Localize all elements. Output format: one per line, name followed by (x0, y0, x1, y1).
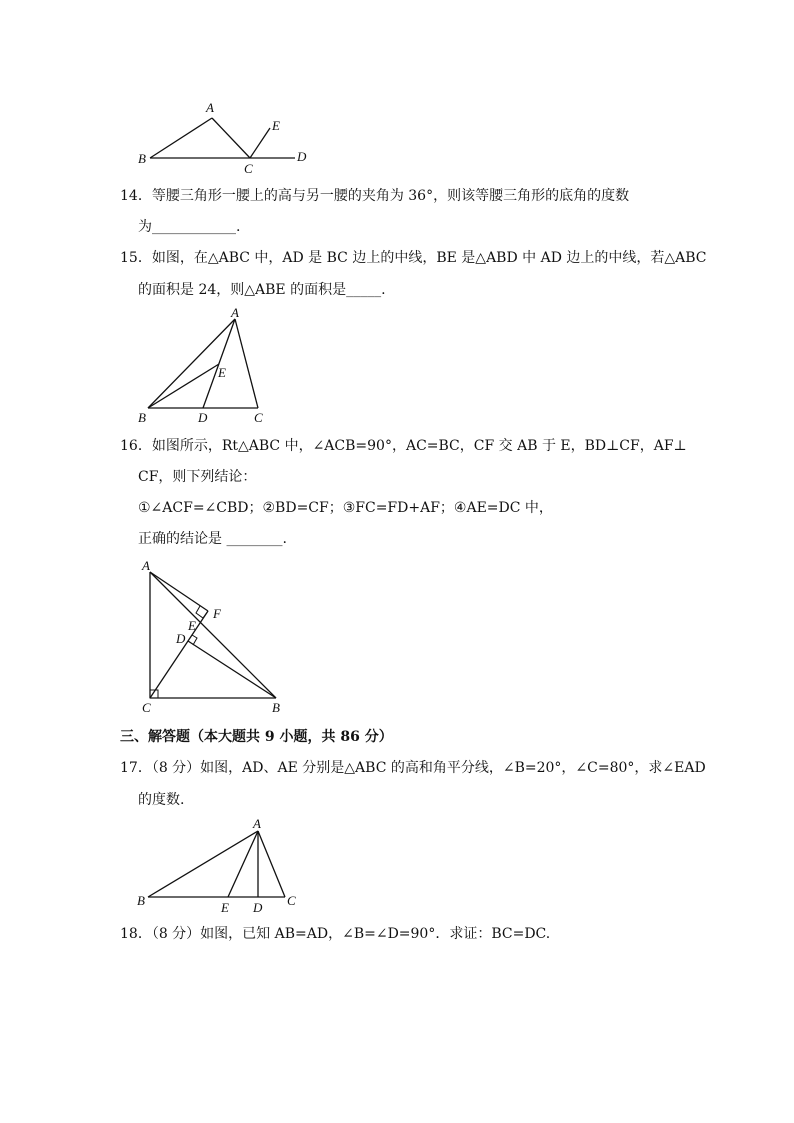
label-a: A (142, 558, 150, 573)
figure-q17 (130, 815, 310, 920)
label-d: D (176, 631, 186, 646)
q17-line-1: 17．（8 分）如图，AD、AE 分别是△ABC 的高和角平分线，∠B=20°，∠C=80°，求∠EAD (120, 760, 706, 776)
segment-ab (148, 319, 235, 408)
q17-line-2: 的度数. (138, 792, 185, 808)
label-d: D (198, 410, 208, 425)
q16-line-4: 正确的结论是 ________. (138, 531, 287, 547)
q15-line-1: 15．如图，在△ABC 中，AD 是 BC 边上的中线，BE 是△ABD 中 AD 边上的中线，若△ABC (120, 250, 707, 266)
segment-be (148, 364, 219, 408)
figure-q16 (130, 558, 300, 718)
q16-line-1: 16．如图所示，Rt△ABC 中，∠ACB=90°，AC=BC，CF 交 AB 于 E，BD⊥CF，AF⊥ (120, 438, 687, 454)
label-e: E (221, 900, 229, 915)
label-a: A (231, 305, 239, 320)
right-angle-f (196, 606, 208, 618)
q16-line-2: CF，则下列结论： (138, 469, 257, 485)
label-e: E (188, 618, 196, 633)
q14-line-1: 14．等腰三角形一腰上的高与另一腰的夹角为 36°，则该等腰三角形的底角的度数 (120, 188, 630, 204)
label-f: F (213, 606, 221, 621)
q15-line-2: 的面积是 24，则△ABE 的面积是_____. (138, 282, 386, 298)
segment-ce (250, 128, 270, 158)
figure-q15 (130, 305, 280, 430)
segment-ae (228, 831, 258, 897)
segment-ab (150, 572, 276, 698)
label-c: C (142, 700, 151, 715)
figure-q13 (130, 95, 330, 180)
label-c: C (254, 410, 263, 425)
segment-af (150, 572, 208, 611)
segment-bd (188, 641, 276, 698)
q16-line-3: ①∠ACF=∠CBD；②BD=CF；③FC=FD+AF；④AE=DC 中， (138, 500, 553, 516)
segment-ac (235, 319, 258, 408)
label-d: D (297, 149, 307, 164)
label-e: E (272, 118, 280, 133)
label-a: A (253, 816, 261, 831)
label-b: B (138, 151, 146, 166)
q18-line-1: 18．（8 分）如图，已知 AB=AD，∠B=∠D=90°．求证：BC=DC. (120, 926, 551, 942)
label-d: D (253, 900, 263, 915)
label-a: A (206, 100, 214, 115)
segment-cf (150, 611, 208, 698)
label-c: C (287, 893, 296, 908)
label-c: C (244, 161, 253, 176)
label-b: B (138, 410, 146, 425)
segment-ab (148, 831, 258, 897)
section-3-title: 三、解答题（本大题共 9 小题，共 86 分） (120, 729, 393, 745)
segment-ac (258, 831, 285, 897)
label-e: E (218, 365, 226, 380)
label-b: B (137, 893, 145, 908)
segment-ad (203, 319, 235, 408)
q14-line-2: 为____________. (138, 219, 241, 235)
segment-ab (150, 118, 212, 158)
label-b: B (272, 700, 280, 715)
segment-ac (212, 118, 250, 158)
